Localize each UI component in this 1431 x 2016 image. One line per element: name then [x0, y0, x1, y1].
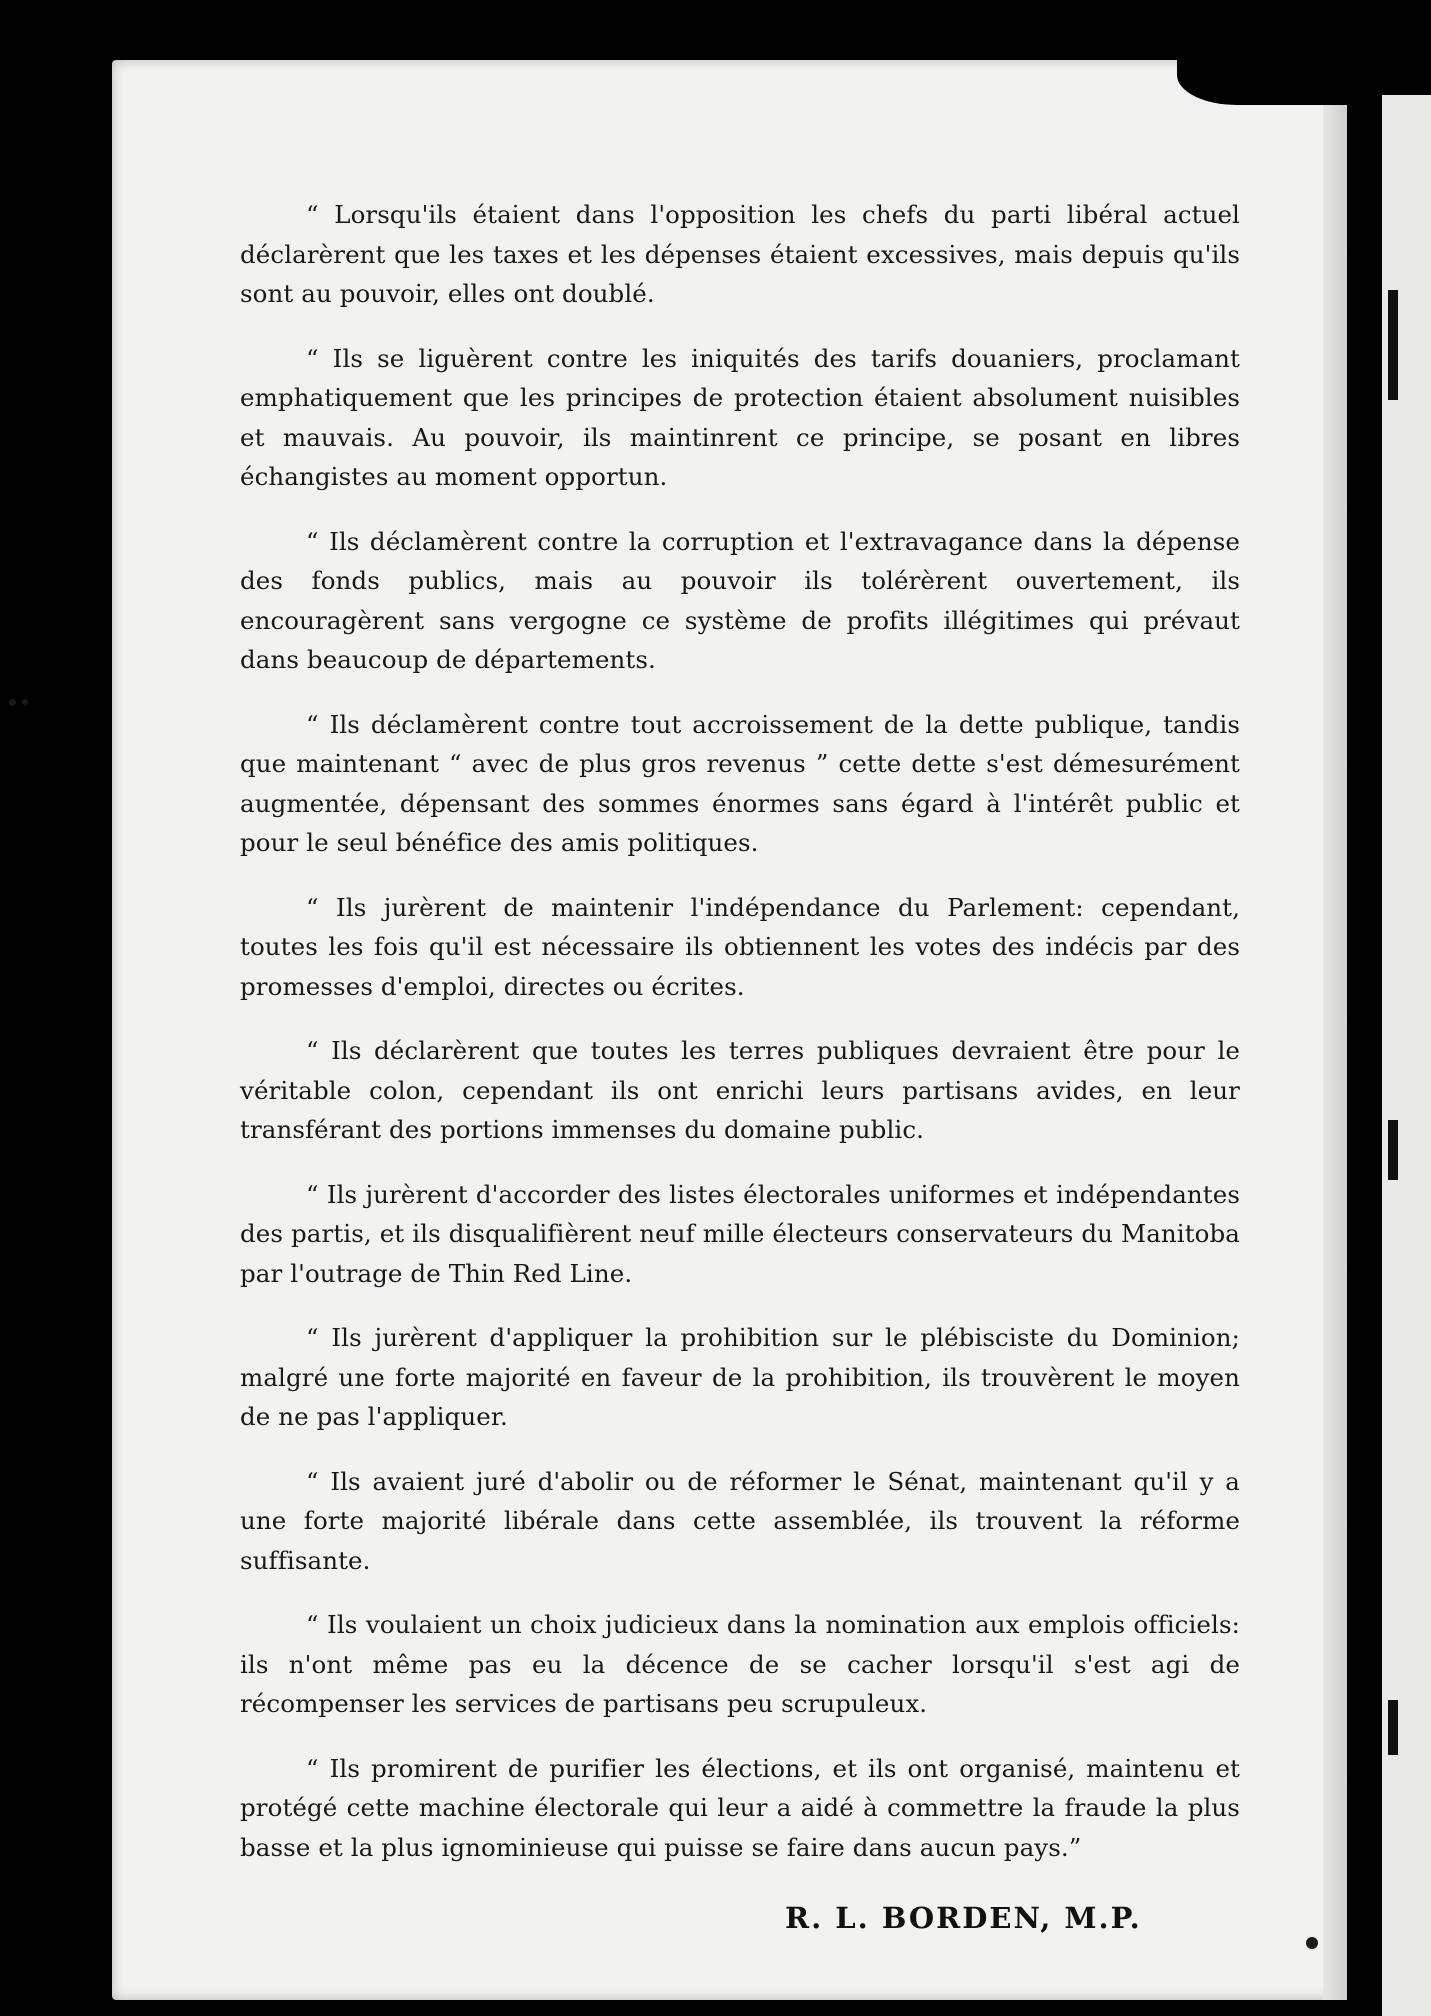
document-page: [112, 60, 1347, 2000]
paragraph: “ Lorsqu'ils étaient dans l'opposition les chefs du parti libéral actuel déclarèrent que les taxes et les dépenses étaient excessives, mais depuis qu'ils sont au pouvoir, elles ont doublé.: [240, 200, 1240, 308]
scan-speck: [1306, 1937, 1318, 1949]
page-edge: [1323, 60, 1347, 2000]
paragraph: “ Ils se liguèrent contre les iniquités des tarifs douaniers, proclamant emphatiquement que les principes de protection étaient absolument nuisibles et mauvais. Au pouvoir, ils maintinrent ce principe, se posant en libres échangistes au moment opportun.: [240, 343, 1240, 491]
paragraph: “ Ils jurèrent d'appliquer la prohibition sur le plébisciste du Dominion; malgré une forte majorité en faveur de la prohibition, ils trouvèrent le moyen de ne pas l'appliquer.: [240, 1323, 1240, 1431]
binder-mark: [1388, 1120, 1398, 1180]
text-body: [240, 195, 1240, 1892]
paragraph: “ Ils déclarèrent que toutes les terres publiques devraient être pour le véritable colon, cependant ils ont enrichi leurs partisans avides, en leur transférant des portions immenses du domaine public.: [240, 1036, 1240, 1144]
torn-corner: [1177, 60, 1347, 105]
paragraph: “ Ils avaient juré d'abolir ou de réformer le Sénat, maintenant qu'il y a une forte majorité libérale dans cette assemblée, ils trouvent la réforme suffisante.: [240, 1466, 1240, 1575]
binder-mark: [1388, 290, 1398, 400]
scan-speck: [9, 699, 16, 706]
paragraph: “ Ils déclamèrent contre la corruption et l'extravagance dans la dépense des fonds publics, mais au pouvoir ils tolérèrent ouvertement, ils encouragèrent sans vergogne ce système de profits illégitimes qui prévaut dans beaucoup de départements.: [240, 526, 1240, 674]
paragraph: “ Ils voulaient un choix judicieux dans la nomination aux emplois officiels: ils n'ont même pas eu la décence de se cacher lorsqu'il s'est agi de récompenser les services de partisans peu scrupuleux.: [240, 1610, 1240, 1718]
paragraph: “ Ils jurèrent d'accorder des listes électorales uniformes et indépendantes des partis, et ils disqualifièrent neuf mille électeurs conservateurs du Manitoba par l'outrage de Thin Red Line.: [240, 1179, 1240, 1288]
paragraph: “ Ils jurèrent de maintenir l'indépendance du Parlement: cependant, toutes les fois qu'il est nécessaire ils obtiennent les votes des indécis par des promesses d'emploi, directes ou écrites.: [240, 892, 1240, 1001]
binder-mark: [1388, 1700, 1398, 1755]
scan-speck: [22, 699, 28, 705]
paragraph: “ Ils déclamèrent contre tout accroissement de la dette publique, tandis que maintenant “ avec de plus gros revenus ” cette dette s'est démesurément augmentée, dépensant des sommes énormes sans égard à l'intérêt public et pour le seul bénéfice des amis politiques.: [240, 709, 1240, 857]
paragraph: “ Ils promirent de purifier les élections, et ils ont organisé, maintenu et protégé cette machine électorale qui leur a aidé à commettre la fraude la plus basse et la plus ignominieuse qui puisse se faire dans aucun pays.”: [240, 1753, 1240, 1862]
signature: R. L. BORDEN, M.P.: [785, 1901, 1142, 1935]
